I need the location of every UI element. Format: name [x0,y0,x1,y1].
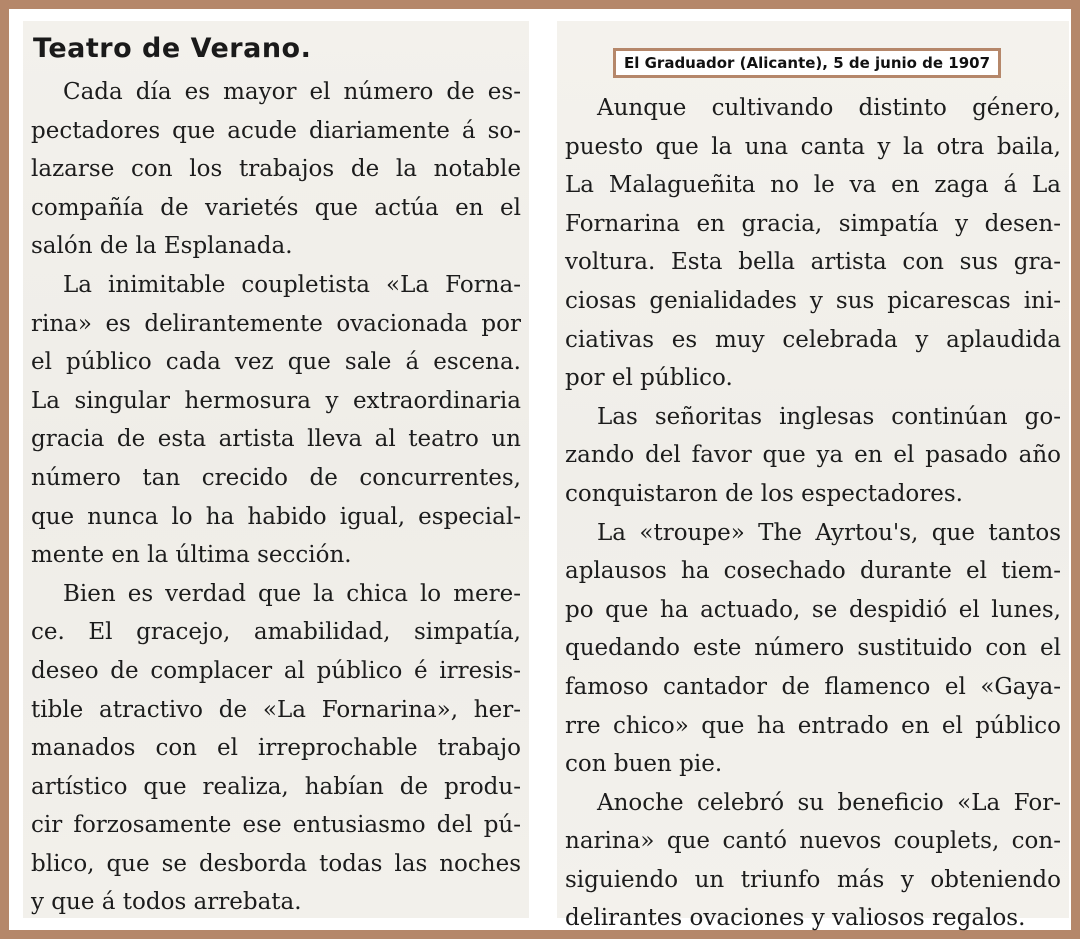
text-line: por el público. [565,365,733,392]
text-line: ciosas genialidades y sus picarescas ini- [565,287,1061,314]
text-line: La «troupe» The Ayrtou's, que tantos [597,519,1061,546]
text-line: La singular hermosura y extraordinaria [31,387,521,414]
text-line: La Malagueñita no le va en zaga á La [565,172,1061,199]
text-line: cir forzosamente ese entusiasmo del pú- [31,812,521,839]
text-line: manados con el irreprochable trabajo [31,735,521,762]
text-line: siguiendo un triunfo más y obteniendo [565,866,1061,893]
text-line: deseo de complacer al público é irresis- [31,657,521,684]
right-column-text [557,89,1069,938]
text-line: Bien es verdad que la chica lo mere- [63,580,521,607]
article-title: Teatro de Verano. [33,33,312,64]
text-line: blico, que se desborda todas las noches [31,850,521,877]
text-line: Anoche celebró su beneficio «La For- [597,789,1061,816]
text-line: aplausos ha cosechado durante el tiem- [565,558,1061,585]
text-line: compañía de varietés que actúa en el [31,194,521,221]
text-line: gracia de esta artista lleva al teatro un [31,426,521,453]
text-line: tible atractivo de «La Fornarina», her- [31,696,521,723]
right-column [557,21,1069,932]
text-line: y que á todos arrebata. [31,889,302,916]
text-line: voltura. Esta bella artista con sus gra- [565,249,1061,276]
column-gutter [529,21,557,918]
left-column-text [23,73,529,922]
text-line: mente en la última sección. [31,542,352,569]
text-line: Aunque cultivando distinto género, [597,95,1061,121]
text-line: rina» es delirantemente ovacionada por [31,310,521,337]
text-line: número tan crecido de concurrentes, [31,464,521,491]
text-line: pectadores que acude diariamente á so- [31,117,521,144]
text-line: delirantes ovaciones y valiosos regalos. [565,905,1026,932]
text-line: artístico que realiza, habían de produ- [31,773,521,800]
text-line: ce. El gracejo, amabilidad, simpatía, [31,619,521,646]
text-line: Fornarina en gracia, simpatía y desen- [565,210,1061,237]
text-line: lazarse con los trabajos de la notable [31,156,521,183]
text-line: narina» que cantó nuevos couplets, con- [565,828,1061,855]
text-line: Las señoritas inglesas continúan go- [597,403,1061,430]
text-line: salón de la Esplanada. [31,233,293,260]
text-line: quedando este número sustituido con el [565,635,1061,662]
text-line: Cada día es mayor el número de es- [63,79,521,105]
text-line: rre chico» que ha entrado en el público [565,712,1061,739]
text-line: zando del favor que ya en el pasado año [565,442,1061,469]
text-line: La inimitable coupletista «La Forna- [63,271,521,298]
text-line: que nunca lo ha habido igual, especial- [31,503,521,530]
text-line: puesto que la una canta y la otra baila, [565,133,1061,160]
text-line: famoso cantador de flamenco el «Gaya- [565,673,1061,700]
source-label: El Graduador (Alicante), 5 de junio de 1907 [613,48,1001,78]
text-line: ciativas es muy celebrada y aplaudida [565,326,1061,353]
text-line: el público cada vez que sale á escena. [31,349,521,376]
text-line: po que ha actuado, se despidió el lunes, [565,596,1061,623]
left-column [23,21,529,918]
text-line: conquistaron de los espectadores. [565,480,963,507]
text-line: con buen pie. [565,751,723,778]
